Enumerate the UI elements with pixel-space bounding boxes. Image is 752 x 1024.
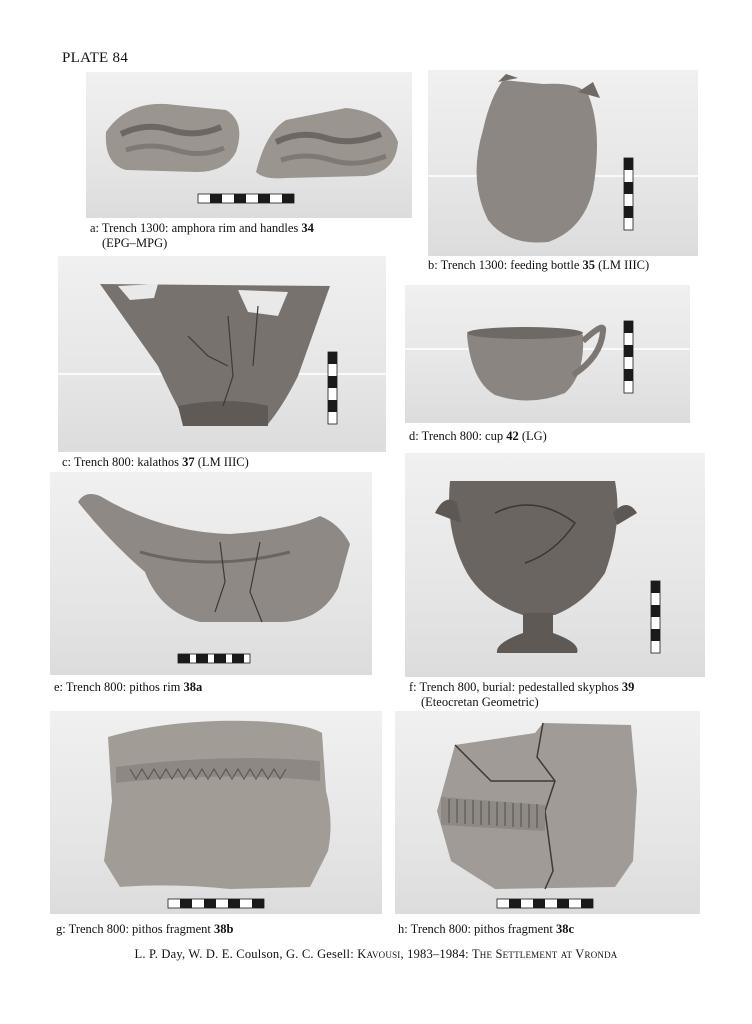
photo-a [86,72,412,218]
plate-title: PLATE 84 [62,50,129,66]
scale-bar [651,581,660,653]
pithos-rim-image [50,472,372,675]
footer-authors: L. P. Day, W. D. E. Coulson, G. C. Gesell: [134,947,358,961]
skyphos-image [405,453,705,677]
scale-bar [178,654,250,663]
scale-bar [198,194,294,203]
pithos-fragment-38b-image [50,711,382,914]
amphora-handles-image [86,72,412,218]
caption-g: g: Trench 800: pithos fragment 38b [56,922,234,936]
caption-c: c: Trench 800: kalathos 37 (LM IIIC) [62,455,249,469]
pithos-fragment-38c-image [395,711,700,914]
footer-title: Kavousi, 1983–1984: The Settlement at Vronda [357,947,618,961]
caption-f: f: Trench 800, burial: pedestalled skyphos 39 (Eteocretan Geometric) [409,680,635,709]
scale-bar [328,352,337,424]
photo-d [405,285,690,423]
scale-bar [624,158,633,230]
caption-a: a: Trench 1300: amphora rim and handles 34 (EPG–MPG) [90,221,314,250]
caption-d: d: Trench 800: cup 42 (LG) [409,429,547,443]
photo-e [50,472,372,675]
photo-c [58,256,386,452]
scale-bar [624,321,633,393]
caption-b: b: Trench 1300: feeding bottle 35 (LM IIIC) [428,258,650,272]
plate-footer [0,947,752,962]
photo-b [428,70,698,256]
caption-e: e: Trench 800: pithos rim 38a [54,680,203,694]
feeding-bottle-image [428,70,698,256]
photo-f [405,453,705,677]
photo-h [395,711,700,914]
photo-g [50,711,382,914]
kalathos-image [58,256,386,452]
scale-bar [497,899,593,908]
cup-image [405,285,690,423]
caption-h: h: Trench 800: pithos fragment 38c [398,922,575,936]
scale-bar [168,899,264,908]
